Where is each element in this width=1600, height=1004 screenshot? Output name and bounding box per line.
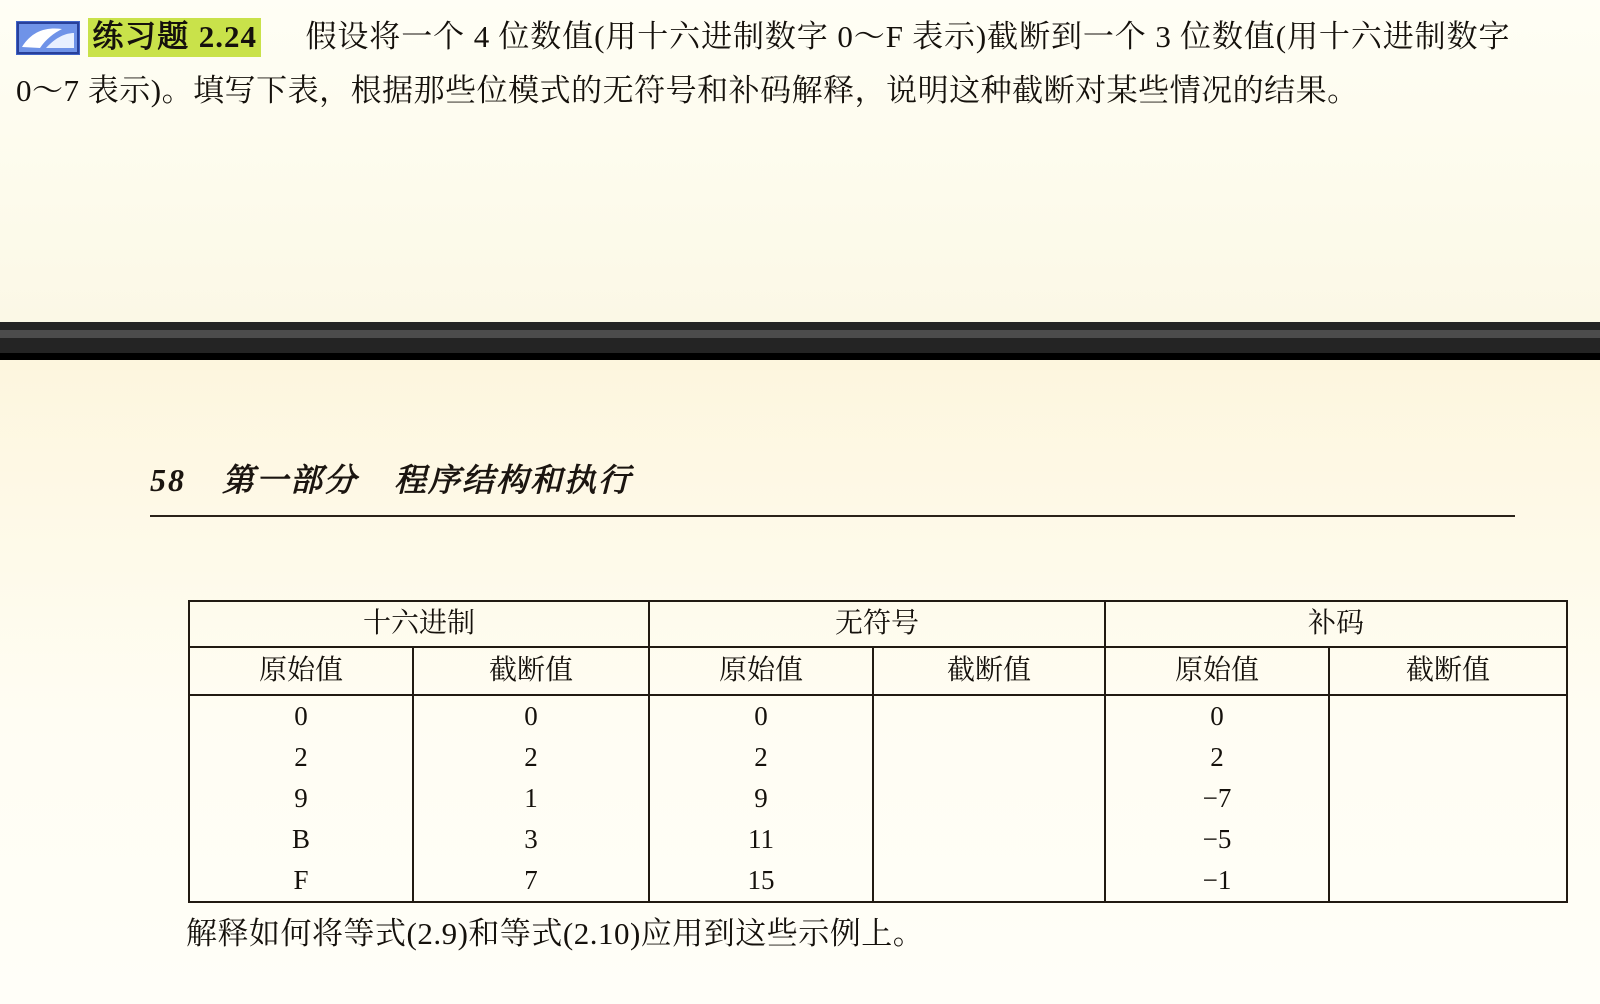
subheader-hex-original: 原始值	[189, 647, 413, 695]
cell-twos-original: −7	[1105, 778, 1329, 819]
cell-unsigned-truncated[interactable]	[873, 860, 1105, 902]
subheader-hex-truncated: 截断值	[413, 647, 649, 695]
page-header-line	[150, 455, 1510, 501]
cell-hex-original: 9	[189, 778, 413, 819]
cell-twos-truncated[interactable]	[1329, 778, 1567, 819]
problem-text: 假设将一个 4 位数值(用十六进制数字 0～F 表示)截断到一个 3 位数值(用十六进制数字 0～7 表示)。填写下表，根据那些位模式的无符号和补码解释，说明这种截断对某些情况的结果。	[16, 19, 1510, 108]
truncation-table	[188, 600, 1568, 903]
cell-unsigned-original: 15	[649, 860, 873, 902]
table-row	[189, 860, 1567, 902]
subheader-unsigned-truncated: 截断值	[873, 647, 1105, 695]
cell-twos-truncated[interactable]	[1329, 695, 1567, 737]
cell-twos-truncated[interactable]	[1329, 737, 1567, 778]
problem-block	[0, 0, 1600, 322]
cell-hex-original: 2	[189, 737, 413, 778]
cell-unsigned-original: 11	[649, 819, 873, 860]
cell-hex-original: F	[189, 860, 413, 902]
cell-hex-original: B	[189, 819, 413, 860]
cell-hex-truncated: 7	[413, 860, 649, 902]
practice-problem-icon	[16, 18, 80, 52]
cell-unsigned-truncated[interactable]	[873, 695, 1105, 737]
group-header-unsigned: 无符号	[649, 601, 1105, 647]
page-separator-band	[0, 322, 1600, 360]
cell-unsigned-truncated[interactable]	[873, 737, 1105, 778]
header-rule	[150, 515, 1515, 517]
page-section: 程序结构和执行	[394, 462, 633, 498]
cell-unsigned-original: 2	[649, 737, 873, 778]
cell-unsigned-truncated[interactable]	[873, 819, 1105, 860]
table-group-header-row	[189, 601, 1567, 647]
table-row	[189, 778, 1567, 819]
page-header	[150, 455, 1510, 517]
subheader-unsigned-original: 原始值	[649, 647, 873, 695]
cell-unsigned-original: 0	[649, 695, 873, 737]
cell-hex-truncated: 2	[413, 737, 649, 778]
cell-twos-original: −5	[1105, 819, 1329, 860]
cell-twos-truncated[interactable]	[1329, 860, 1567, 902]
cell-hex-truncated: 1	[413, 778, 649, 819]
page-number: 58	[150, 462, 186, 498]
cell-twos-original: 0	[1105, 695, 1329, 737]
book-page	[0, 360, 1600, 1004]
table-body	[189, 695, 1567, 902]
table-subheader-row	[189, 647, 1567, 695]
cell-hex-original: 0	[189, 695, 413, 737]
subheader-twos-original: 原始值	[1105, 647, 1329, 695]
cell-hex-truncated: 0	[413, 695, 649, 737]
group-header-twos-complement: 补码	[1105, 601, 1567, 647]
table-caption: 解释如何将等式(2.9)和等式(2.10)应用到这些示例上。	[186, 916, 925, 951]
cell-unsigned-original: 9	[649, 778, 873, 819]
cell-hex-truncated: 3	[413, 819, 649, 860]
truncation-table-wrapper	[188, 600, 1568, 903]
problem-tag: 练习题 2.24	[88, 18, 261, 57]
table-row	[189, 819, 1567, 860]
band-highlight	[0, 330, 1600, 338]
band-shadow	[0, 353, 1600, 360]
cell-unsigned-truncated[interactable]	[873, 778, 1105, 819]
problem-paragraph	[16, 10, 1510, 118]
cell-twos-original: 2	[1105, 737, 1329, 778]
cell-twos-original: −1	[1105, 860, 1329, 902]
table-row	[189, 695, 1567, 737]
group-header-hex: 十六进制	[189, 601, 649, 647]
subheader-twos-truncated: 截断值	[1329, 647, 1567, 695]
page-part: 第一部分	[222, 462, 359, 498]
table-row	[189, 737, 1567, 778]
cell-twos-truncated[interactable]	[1329, 819, 1567, 860]
